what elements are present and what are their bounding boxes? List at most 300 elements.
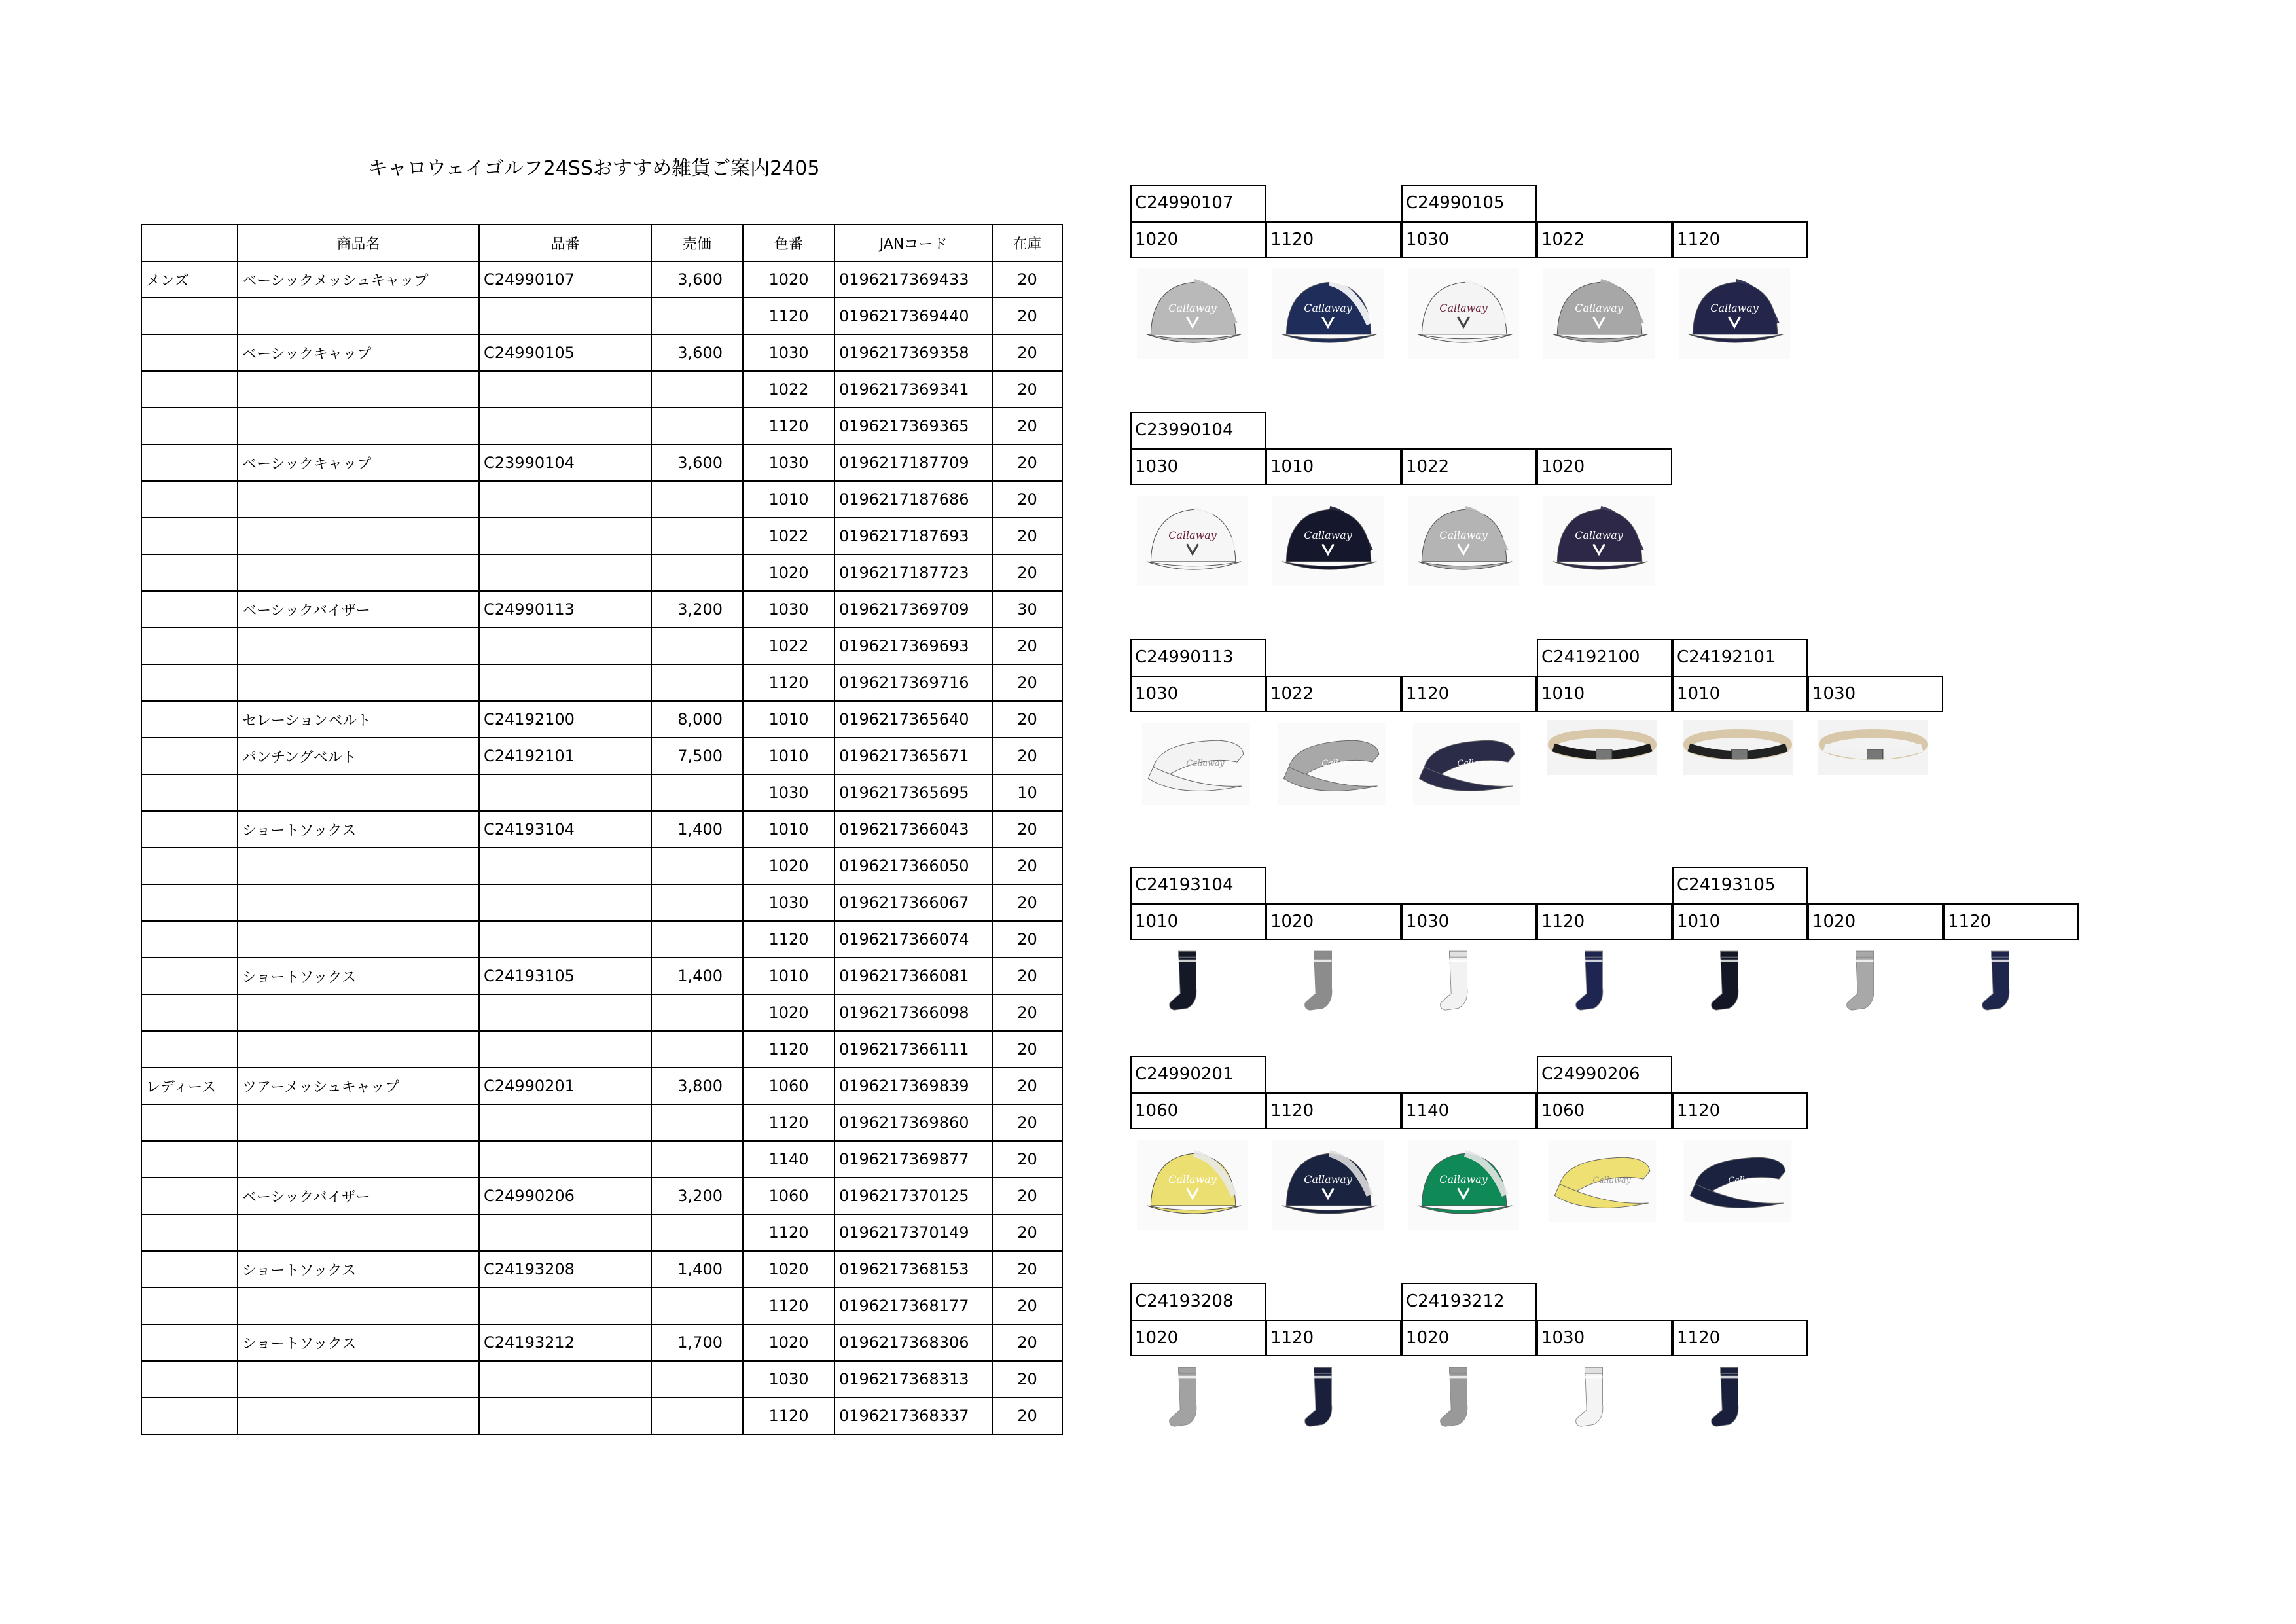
row-product-name — [238, 1398, 479, 1434]
row-price — [651, 664, 743, 701]
row-price — [651, 1398, 743, 1434]
row-item-code — [479, 994, 651, 1031]
table-row — [141, 591, 1062, 628]
color-code-cell: 1120 — [1537, 903, 1672, 940]
row-category — [141, 481, 238, 518]
product-code-cell: C24990201 — [1130, 1056, 1266, 1092]
sock-image — [1705, 947, 1753, 1017]
row-category — [141, 1288, 238, 1324]
row-category — [141, 444, 238, 481]
row-jan-code: 0196217187693 — [834, 518, 992, 554]
row-category — [141, 811, 238, 848]
row-item-code: C24193105 — [479, 958, 651, 994]
row-jan-code: 0196217366067 — [834, 884, 992, 921]
row-price: 8,000 — [651, 701, 743, 738]
header-color-code: 色番 — [743, 225, 834, 261]
row-item-code: C24192101 — [479, 738, 651, 774]
cap-image — [1272, 268, 1384, 359]
table-row — [141, 298, 1062, 334]
row-product-name: ショートソックス — [238, 1324, 479, 1361]
row-price — [651, 408, 743, 444]
row-jan-code: 0196217366050 — [834, 848, 992, 884]
product-code-cell: C23990104 — [1130, 412, 1266, 448]
row-stock: 20 — [992, 1068, 1062, 1104]
svg-text:Callaway: Callaway — [1592, 1174, 1631, 1185]
row-price: 3,600 — [651, 444, 743, 481]
row-jan-code: 0196217369693 — [834, 628, 992, 664]
row-product-name — [238, 481, 479, 518]
header-category — [141, 225, 238, 261]
row-color-code: 1120 — [743, 1104, 834, 1141]
color-code-cell: 1120 — [1266, 221, 1401, 258]
cap-image — [1137, 268, 1248, 359]
row-product-name — [238, 664, 479, 701]
row-stock: 20 — [992, 811, 1062, 848]
row-jan-code: 0196217365695 — [834, 774, 992, 811]
svg-text:Callaway: Callaway — [1710, 301, 1759, 314]
visor-image — [1679, 1140, 1797, 1222]
row-product-name — [238, 628, 479, 664]
table-row — [141, 774, 1062, 811]
table-row — [141, 371, 1062, 408]
row-product-name — [238, 1214, 479, 1251]
header-item-code: 品番 — [479, 225, 651, 261]
row-color-code: 1030 — [743, 334, 834, 371]
row-stock: 20 — [992, 884, 1062, 921]
cap-image — [1408, 1140, 1519, 1230]
row-stock: 20 — [992, 628, 1062, 664]
row-product-name: ベーシックバイザー — [238, 1178, 479, 1214]
row-product-name — [238, 298, 479, 334]
svg-text:Callaway: Callaway — [1728, 1174, 1767, 1185]
row-category — [141, 554, 238, 591]
row-jan-code: 0196217366098 — [834, 994, 992, 1031]
row-jan-code: 0196217369440 — [834, 298, 992, 334]
row-category — [141, 371, 238, 408]
header-stock: 在庫 — [992, 225, 1062, 261]
row-item-code: C24192100 — [479, 701, 651, 738]
row-jan-code: 0196217368153 — [834, 1251, 992, 1288]
row-stock: 20 — [992, 1251, 1062, 1288]
row-jan-code: 0196217368337 — [834, 1398, 992, 1434]
row-color-code: 1022 — [743, 628, 834, 664]
svg-text:Callaway: Callaway — [1168, 528, 1217, 541]
row-item-code — [479, 884, 651, 921]
cap-image — [1679, 268, 1790, 359]
table-row — [141, 1178, 1062, 1214]
row-category — [141, 1361, 238, 1398]
row-item-code — [479, 628, 651, 664]
row-price: 3,200 — [651, 591, 743, 628]
row-jan-code: 0196217366074 — [834, 921, 992, 958]
row-stock: 20 — [992, 1104, 1062, 1141]
row-jan-code: 0196217369433 — [834, 261, 992, 298]
row-jan-code: 0196217365671 — [834, 738, 992, 774]
row-product-name: ベーシックキャップ — [238, 334, 479, 371]
row-category — [141, 1031, 238, 1068]
row-color-code: 1010 — [743, 958, 834, 994]
color-code-cell: 1010 — [1130, 903, 1266, 940]
table-row — [141, 1068, 1062, 1104]
sock-image — [1299, 1363, 1347, 1434]
row-jan-code: 0196217366081 — [834, 958, 992, 994]
row-product-name — [238, 408, 479, 444]
document-title: キャロウェイゴルフ24SSおすすめ雑貨ご案内2405 — [368, 157, 820, 180]
color-code-cell: 1030 — [1401, 221, 1537, 258]
row-jan-code: 0196217369709 — [834, 591, 992, 628]
color-code-cell: 1020 — [1401, 1320, 1537, 1356]
row-product-name: ショートソックス — [238, 958, 479, 994]
row-jan-code: 0196217369341 — [834, 371, 992, 408]
row-category — [141, 1214, 238, 1251]
row-color-code: 1120 — [743, 921, 834, 958]
row-category — [141, 994, 238, 1031]
belt-image — [1543, 720, 1661, 775]
belt-image — [1679, 720, 1797, 775]
row-product-name — [238, 884, 479, 921]
color-code-cell: 1020 — [1130, 1320, 1266, 1356]
row-item-code — [479, 1141, 651, 1178]
table-row — [141, 1104, 1062, 1141]
row-category — [141, 1324, 238, 1361]
sock-image — [1163, 947, 1211, 1017]
row-product-name — [238, 1288, 479, 1324]
product-code-cell: C24193208 — [1130, 1283, 1266, 1320]
table-row — [141, 1324, 1062, 1361]
row-color-code: 1140 — [743, 1141, 834, 1178]
row-item-code: C24193104 — [479, 811, 651, 848]
table-row — [141, 738, 1062, 774]
row-category — [141, 848, 238, 884]
row-category — [141, 1104, 238, 1141]
sock-image — [1976, 947, 2024, 1017]
row-item-code — [479, 1288, 651, 1324]
row-category — [141, 921, 238, 958]
svg-text:Callaway: Callaway — [1575, 301, 1623, 314]
cap-image — [1137, 1140, 1248, 1230]
table-row — [141, 994, 1062, 1031]
cap-image — [1408, 496, 1519, 586]
row-category — [141, 958, 238, 994]
row-stock: 30 — [992, 591, 1062, 628]
product-code-cell: C24990206 — [1537, 1056, 1672, 1092]
row-color-code: 1010 — [743, 481, 834, 518]
row-item-code — [479, 554, 651, 591]
row-color-code: 1120 — [743, 1031, 834, 1068]
row-stock: 20 — [992, 1214, 1062, 1251]
table-row — [141, 811, 1062, 848]
row-category — [141, 1178, 238, 1214]
color-code-cell: 1020 — [1266, 903, 1401, 940]
row-price — [651, 1361, 743, 1398]
row-item-code: C24193208 — [479, 1251, 651, 1288]
table-row — [141, 554, 1062, 591]
row-product-name — [238, 848, 479, 884]
product-code-cell: C24193212 — [1401, 1283, 1537, 1320]
visor-image — [1408, 723, 1526, 805]
row-category — [141, 738, 238, 774]
table-header-row — [141, 225, 1062, 261]
visor-image — [1543, 1140, 1661, 1222]
row-category — [141, 1398, 238, 1434]
row-jan-code: 0196217366111 — [834, 1031, 992, 1068]
color-code-cell: 1020 — [1130, 221, 1266, 258]
row-price — [651, 298, 743, 334]
row-price — [651, 518, 743, 554]
row-product-name — [238, 1104, 479, 1141]
svg-text:Callaway: Callaway — [1439, 1172, 1488, 1185]
svg-text:Callaway: Callaway — [1304, 1172, 1352, 1185]
row-color-code: 1020 — [743, 1251, 834, 1288]
row-category — [141, 701, 238, 738]
table-row — [141, 444, 1062, 481]
color-code-cell: 1140 — [1401, 1092, 1537, 1129]
row-product-name — [238, 1141, 479, 1178]
table-row — [141, 334, 1062, 371]
row-stock: 20 — [992, 518, 1062, 554]
row-category: メンズ — [141, 261, 238, 298]
row-color-code: 1020 — [743, 261, 834, 298]
color-code-cell: 1022 — [1266, 676, 1401, 712]
row-item-code — [479, 371, 651, 408]
row-color-code: 1120 — [743, 1288, 834, 1324]
color-code-cell: 1022 — [1537, 221, 1672, 258]
row-item-code — [479, 298, 651, 334]
visor-image — [1137, 723, 1255, 805]
row-jan-code: 0196217187723 — [834, 554, 992, 591]
row-stock: 20 — [992, 298, 1062, 334]
row-product-name — [238, 1031, 479, 1068]
row-category — [141, 298, 238, 334]
row-stock: 20 — [992, 1178, 1062, 1214]
row-jan-code: 0196217369358 — [834, 334, 992, 371]
row-price: 1,400 — [651, 958, 743, 994]
row-item-code — [479, 1361, 651, 1398]
row-jan-code: 0196217370149 — [834, 1214, 992, 1251]
row-color-code: 1022 — [743, 518, 834, 554]
color-code-cell: 1030 — [1537, 1320, 1672, 1356]
row-jan-code: 0196217368313 — [834, 1361, 992, 1398]
row-price: 1,400 — [651, 811, 743, 848]
row-category — [141, 1141, 238, 1178]
row-item-code — [479, 774, 651, 811]
svg-text:Callaway: Callaway — [1439, 301, 1488, 314]
row-item-code — [479, 518, 651, 554]
header-jan-code: JANコード — [834, 225, 992, 261]
row-category — [141, 664, 238, 701]
table-row — [141, 664, 1062, 701]
row-stock: 20 — [992, 738, 1062, 774]
row-category — [141, 628, 238, 664]
table-row — [141, 261, 1062, 298]
color-code-cell: 1020 — [1537, 448, 1672, 485]
svg-text:Callaway: Callaway — [1321, 757, 1360, 768]
row-color-code: 1030 — [743, 444, 834, 481]
table-row — [141, 1288, 1062, 1324]
color-code-cell: 1060 — [1537, 1092, 1672, 1129]
row-stock: 20 — [992, 334, 1062, 371]
color-code-cell: 1120 — [1672, 221, 1808, 258]
row-color-code: 1010 — [743, 811, 834, 848]
row-color-code: 1010 — [743, 738, 834, 774]
row-color-code: 1020 — [743, 554, 834, 591]
row-jan-code: 0196217369877 — [834, 1141, 992, 1178]
sock-image — [1570, 947, 1618, 1017]
color-code-cell: 1120 — [1401, 676, 1537, 712]
cap-image — [1543, 268, 1655, 359]
color-code-cell: 1010 — [1672, 903, 1808, 940]
belt-image — [1814, 720, 1932, 775]
row-item-code: C24990105 — [479, 334, 651, 371]
table-row — [141, 1251, 1062, 1288]
row-jan-code: 0196217369716 — [834, 664, 992, 701]
row-color-code: 1120 — [743, 1214, 834, 1251]
row-stock: 20 — [992, 701, 1062, 738]
row-category — [141, 1251, 238, 1288]
sock-image — [1434, 1363, 1482, 1434]
row-price — [651, 1104, 743, 1141]
cap-image — [1543, 496, 1655, 586]
table-row — [141, 848, 1062, 884]
row-stock: 20 — [992, 664, 1062, 701]
row-jan-code: 0196217369365 — [834, 408, 992, 444]
row-price — [651, 921, 743, 958]
color-code-cell: 1030 — [1401, 903, 1537, 940]
row-category — [141, 408, 238, 444]
row-color-code: 1022 — [743, 371, 834, 408]
row-color-code: 1020 — [743, 994, 834, 1031]
row-item-code — [479, 848, 651, 884]
row-item-code — [479, 664, 651, 701]
row-product-name — [238, 921, 479, 958]
color-code-cell: 1010 — [1266, 448, 1401, 485]
row-color-code: 1060 — [743, 1178, 834, 1214]
row-item-code — [479, 1398, 651, 1434]
table-row — [141, 628, 1062, 664]
row-price: 1,700 — [651, 1324, 743, 1361]
row-color-code: 1030 — [743, 591, 834, 628]
table-row — [141, 1031, 1062, 1068]
row-category — [141, 774, 238, 811]
row-category — [141, 518, 238, 554]
row-jan-code: 0196217368306 — [834, 1324, 992, 1361]
table-row — [141, 1214, 1062, 1251]
row-price — [651, 1288, 743, 1324]
visor-image — [1272, 723, 1390, 805]
row-price — [651, 1141, 743, 1178]
row-item-code — [479, 921, 651, 958]
row-price — [651, 884, 743, 921]
table-row — [141, 884, 1062, 921]
row-price — [651, 371, 743, 408]
row-jan-code: 0196217187709 — [834, 444, 992, 481]
row-product-name — [238, 1361, 479, 1398]
row-product-name: ショートソックス — [238, 1251, 479, 1288]
product-code-cell: C24192100 — [1537, 639, 1672, 676]
row-price: 3,800 — [651, 1068, 743, 1104]
product-code-cell: C24192101 — [1672, 639, 1808, 676]
row-color-code: 1030 — [743, 774, 834, 811]
row-product-name: ショートソックス — [238, 811, 479, 848]
row-stock: 20 — [992, 444, 1062, 481]
product-code-cell: C24990113 — [1130, 639, 1266, 676]
row-price: 7,500 — [651, 738, 743, 774]
row-item-code: C24990107 — [479, 261, 651, 298]
cap-image — [1408, 268, 1519, 359]
sock-image — [1299, 947, 1347, 1017]
row-price: 3,200 — [651, 1178, 743, 1214]
svg-text:Callaway: Callaway — [1168, 1172, 1217, 1185]
row-product-name: ベーシックメッシュキャップ — [238, 261, 479, 298]
color-code-cell: 1030 — [1130, 676, 1266, 712]
color-code-cell: 1010 — [1672, 676, 1808, 712]
product-table — [141, 224, 1063, 1435]
row-product-name — [238, 518, 479, 554]
row-product-name — [238, 994, 479, 1031]
row-item-code: C24990201 — [479, 1068, 651, 1104]
color-code-cell: 1022 — [1401, 448, 1537, 485]
color-code-cell: 1030 — [1808, 676, 1943, 712]
row-stock: 20 — [992, 1361, 1062, 1398]
table-row — [141, 958, 1062, 994]
row-stock: 20 — [992, 1398, 1062, 1434]
color-code-cell: 1030 — [1130, 448, 1266, 485]
row-jan-code: 0196217365640 — [834, 701, 992, 738]
row-item-code: C24193212 — [479, 1324, 651, 1361]
row-price — [651, 1214, 743, 1251]
color-code-cell: 1120 — [1672, 1092, 1808, 1129]
row-price: 3,600 — [651, 334, 743, 371]
row-item-code — [479, 1214, 651, 1251]
row-jan-code: 0196217366043 — [834, 811, 992, 848]
row-jan-code: 0196217370125 — [834, 1178, 992, 1214]
row-color-code: 1030 — [743, 884, 834, 921]
table-row — [141, 1361, 1062, 1398]
svg-text:Callaway: Callaway — [1304, 528, 1352, 541]
header-product-name: 商品名 — [238, 225, 479, 261]
row-price — [651, 994, 743, 1031]
product-code-cell: C24193105 — [1672, 867, 1808, 903]
row-price — [651, 628, 743, 664]
table-row — [141, 921, 1062, 958]
color-code-cell: 1020 — [1808, 903, 1943, 940]
svg-text:Callaway: Callaway — [1186, 757, 1225, 768]
row-color-code: 1010 — [743, 701, 834, 738]
row-price — [651, 554, 743, 591]
row-price — [651, 848, 743, 884]
row-stock: 20 — [992, 958, 1062, 994]
row-stock: 20 — [992, 261, 1062, 298]
row-jan-code: 0196217368177 — [834, 1288, 992, 1324]
product-code-cell: C24990105 — [1401, 185, 1537, 221]
row-stock: 10 — [992, 774, 1062, 811]
row-stock: 20 — [992, 554, 1062, 591]
row-product-name — [238, 554, 479, 591]
cap-image — [1272, 496, 1384, 586]
row-color-code: 1120 — [743, 408, 834, 444]
row-item-code — [479, 408, 651, 444]
row-product-name: セレーションベルト — [238, 701, 479, 738]
cap-image — [1272, 1140, 1384, 1230]
row-stock: 20 — [992, 1141, 1062, 1178]
color-code-cell: 1120 — [1266, 1320, 1401, 1356]
row-product-name: ベーシックキャップ — [238, 444, 479, 481]
color-code-cell: 1010 — [1537, 676, 1672, 712]
row-price: 3,600 — [651, 261, 743, 298]
row-category — [141, 334, 238, 371]
row-item-code: C23990104 — [479, 444, 651, 481]
row-color-code: 1060 — [743, 1068, 834, 1104]
